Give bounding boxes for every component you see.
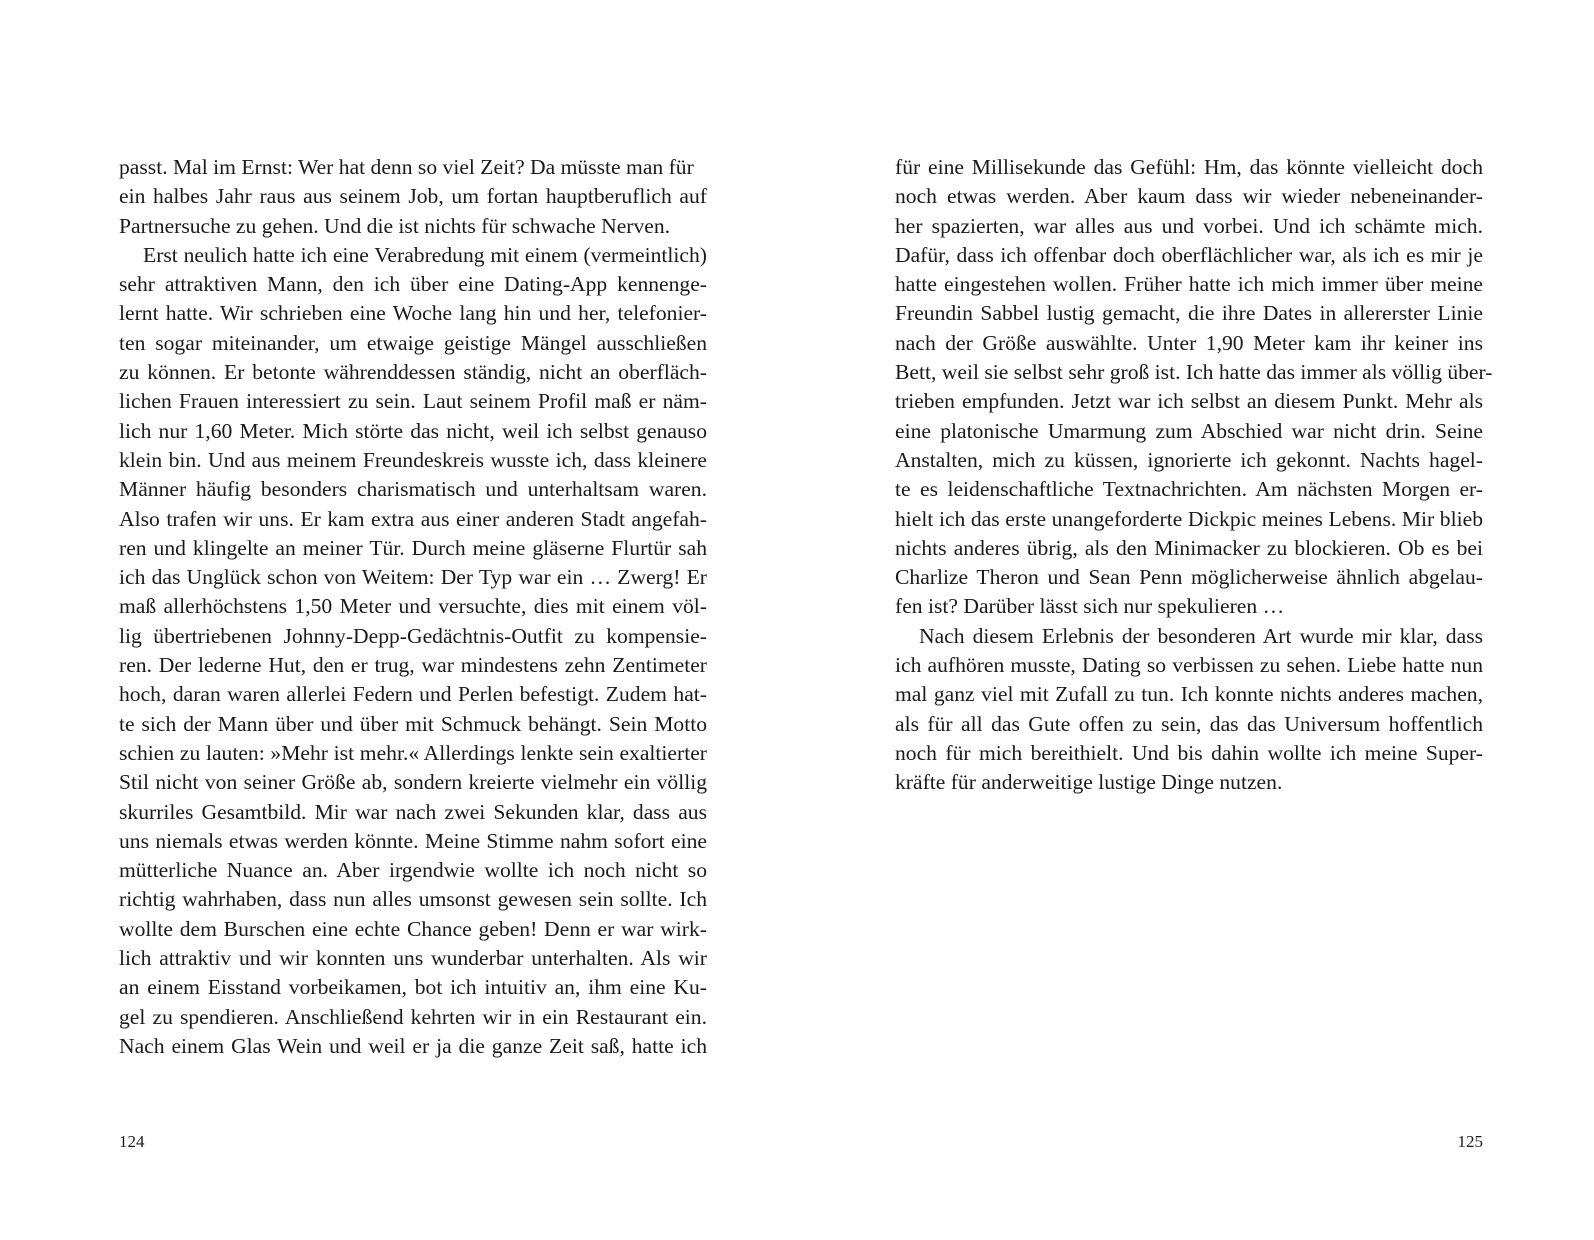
text-line: maß allerhöchstens 1,50 Meter und versuchte, dies mit einem völ- — [119, 594, 707, 619]
text-line: noch etwas werden. Aber kaum dass wir wieder nebeneinander- — [895, 184, 1483, 209]
text-line: für eine Millisekunde das Gefühl: Hm, das könnte vielleicht doch — [895, 155, 1483, 179]
text-line: wollte dem Burschen eine echte Chance geben! Denn er war wirk- — [119, 916, 707, 941]
text-line: mal ganz viel mit Zufall zu tun. Ich konnte nichts anderes machen, — [895, 682, 1483, 707]
text-line: hoch, daran waren allerlei Federn und Perlen befestigt. Zudem hat- — [119, 682, 707, 707]
text-line: mütterliche Nuance an. Aber irgendwie wollte ich noch nicht so — [119, 858, 707, 883]
text-line: an einem Eisstand vorbeikamen, bot ich intuitiv an, ihm eine Ku- — [119, 975, 707, 1000]
text-line: her spazierten, war alles aus und vorbei. Und ich schämte mich. — [895, 213, 1483, 238]
text-line: passt. Mal im Ernst: Wer hat denn so viel Zeit? Da müsste man für — [119, 155, 694, 179]
text-line: skurriles Gesamtbild. Mir war nach zwei Sekunden klar, dass aus — [119, 799, 707, 824]
text-line: ren. Der lederne Hut, den er trug, war mindestens zehn Zentimeter — [119, 653, 707, 678]
text-line: richtig wahrhaben, dass nun alles umsonst gewesen sein sollte. Ich — [119, 887, 707, 912]
text-line: lernt hatte. Wir schrieben eine Woche lang hin und her, telefonier- — [119, 301, 707, 326]
text-line: Nach einem Glas Wein und weil er ja die ganze Zeit saß, hatte ich — [119, 1033, 707, 1058]
text-line: schien zu lauten: »Mehr ist mehr.« Allerdings lenkte sein exaltierter — [119, 740, 707, 765]
text-line: hatte eingestehen wollen. Früher hatte ich mich immer über meine — [895, 272, 1483, 297]
right-page-body — [895, 153, 1493, 798]
text-line: kräfte für anderweitige lustige Dinge nutzen. — [895, 770, 1283, 795]
text-line: ten sogar miteinander, um etwaige geistige Mängel ausschließen — [119, 330, 707, 355]
text-line: nichts anderes übrig, als den Minimacker zu blockieren. Ob es bei — [895, 535, 1483, 560]
text-line: te sich der Mann über und über mit Schmuck behängt. Sein Motto — [119, 711, 707, 736]
text-line: fen ist? Darüber lässt sich nur spekulieren … — [895, 594, 1285, 619]
text-line: lich nur 1,60 Meter. Mich störte das nicht, weil ich selbst genauso — [119, 418, 707, 443]
text-line: nach der Größe auswählte. Unter 1,90 Meter kam ihr keiner ins — [895, 330, 1483, 355]
text-line: lich attraktiv und wir konnten uns wunderbar unterhalten. Als wir — [119, 946, 707, 971]
text-line: uns niemals etwas werden könnte. Meine Stimme nahm sofort eine — [119, 828, 707, 853]
text-line: te es leidenschaftliche Textnachrichten. Am nächsten Morgen er- — [895, 477, 1483, 502]
text-line: ren und klingelte an meiner Tür. Durch meine gläserne Flurtür sah — [119, 535, 707, 560]
text-line: Stil nicht von seiner Größe ab, sondern kreierte vielmehr ein völlig — [119, 770, 707, 795]
text-line: als für all das Gute offen zu sein, das das Universum hoffentlich — [895, 711, 1483, 736]
text-line: eine platonische Umarmung zum Abschied war nicht drin. Seine — [895, 418, 1483, 443]
right-page — [797, 0, 1594, 1240]
text-line: trieben empfunden. Jetzt war ich selbst an diesem Punkt. Mehr als — [895, 389, 1483, 414]
page-number: 125 — [1457, 1132, 1483, 1151]
text-line: lichen Frauen interessiert zu sein. Laut seinem Profil maß er näm- — [119, 389, 707, 414]
text-line: Bett, weil sie selbst sehr groß ist. Ich hatte das immer als völlig über- — [895, 360, 1493, 385]
text-line: Freundin Sabbel lustig gemacht, die ihre Dates in allererster Linie — [895, 301, 1483, 326]
left-page-body — [119, 153, 707, 1061]
text-line: Männer häufig besonders charismatisch und unterhaltsam waren. — [119, 477, 707, 502]
text-line: ich das Unglück schon von Weitem: Der Typ war ein … Zwerg! Er — [119, 565, 707, 590]
text-line: hielt ich das erste unangeforderte Dickpic meines Lebens. Mir blieb — [895, 506, 1483, 531]
text-line: Partnersuche zu gehen. Und die ist nichts für schwache Nerven. — [119, 213, 671, 238]
page-number: 124 — [119, 1132, 145, 1151]
text-line: sehr attraktiven Mann, den ich über eine Dating-App kennenge- — [119, 272, 707, 297]
text-line: zu können. Er betonte währenddessen ständig, nicht an oberfläch- — [119, 360, 707, 385]
text-line: gel zu spendieren. Anschließend kehrten wir in ein Restaurant ein. — [119, 1004, 707, 1029]
text-line: ein halbes Jahr raus aus seinem Job, um fortan hauptberuflich auf — [119, 184, 707, 209]
text-line: Charlize Theron und Sean Penn möglicherweise ähnlich abgelau- — [895, 565, 1483, 590]
paragraph-start-line: Nach diesem Erlebnis der besonderen Art wurde mir klar, dass — [919, 623, 1483, 648]
text-line: lig übertriebenen Johnny-Depp-Gedächtnis-Outfit zu kompensie- — [119, 623, 707, 648]
text-line: noch für mich bereithielt. Und bis dahin wollte ich meine Super- — [895, 740, 1483, 765]
paragraph-start-line: Erst neulich hatte ich eine Verabredung mit einem (vermeintlich) — [143, 242, 707, 267]
text-line: Dafür, dass ich offenbar doch oberflächlicher war, als ich es mir je — [895, 242, 1483, 267]
text-line: Also trafen wir uns. Er kam extra aus einer anderen Stadt angefah- — [119, 506, 707, 531]
text-line: Anstalten, mich zu küssen, ignorierte ich gekonnt. Nachts hagel- — [895, 447, 1483, 472]
text-line: klein bin. Und aus meinem Freundeskreis wusste ich, dass kleinere — [119, 447, 707, 472]
text-line: ich aufhören musste, Dating so verbissen zu sehen. Liebe hatte nun — [895, 653, 1483, 678]
